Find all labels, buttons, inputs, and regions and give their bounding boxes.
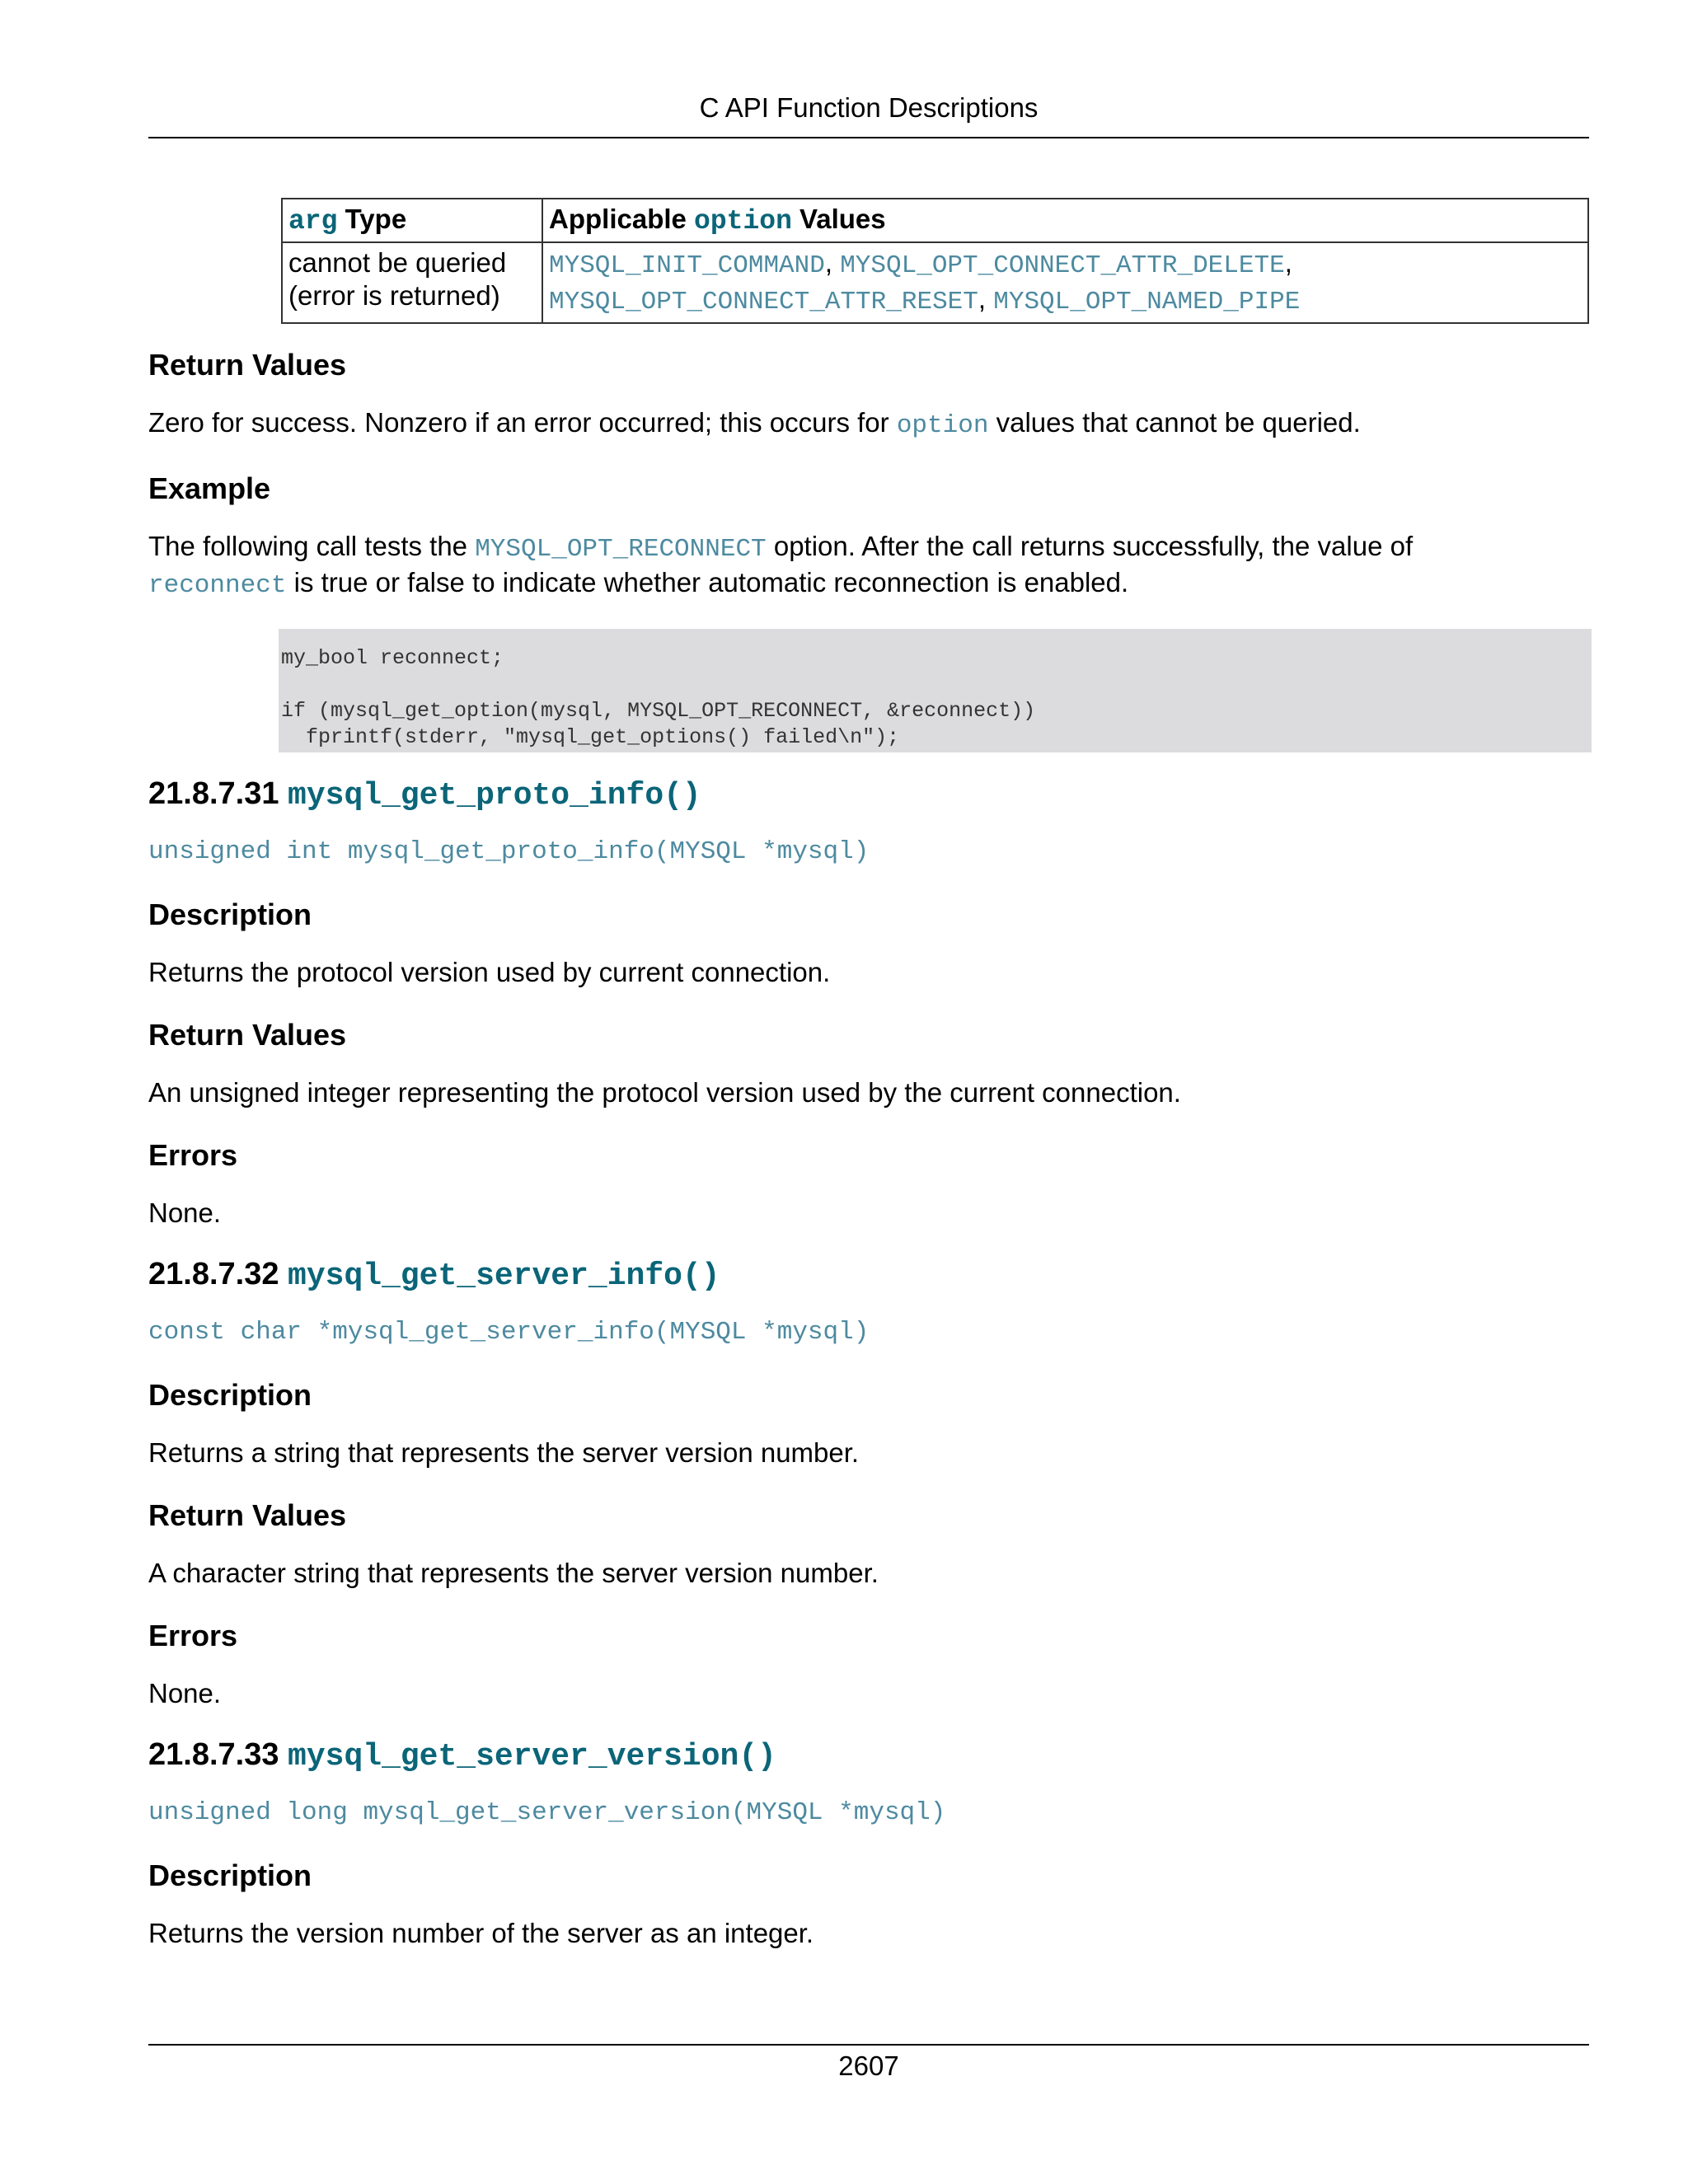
page-content [148,198,1589,1950]
option-values-table [281,198,1589,324]
function-signature: unsigned long mysql_get_server_version(MYSQL *mysql) [148,1798,946,1827]
section-heading-server-version: 21.8.7.33 mysql_get_server_version() [148,1737,776,1774]
table-header-option-values: Applicable option Values [542,199,1588,242]
return-values-heading: Return Values [148,1498,347,1532]
table-header-arg-type: arg Type [282,199,542,242]
return-values-heading: Return Values [148,348,347,382]
table-cell-type: cannot be queried (error is returned) [282,242,542,323]
return-values-heading: Return Values [148,1018,347,1052]
table-header-row [282,199,1588,242]
example-text: The following call tests the MYSQL_OPT_RECONNECT option. After the call returns successfully, the value of reconnect is true or false to indicate whether automatic reconnection is enabled. [148,531,1414,600]
section-heading-proto-info: 21.8.7.31 mysql_get_proto_info() [148,776,701,813]
return-values-text: Zero for success. Nonzero if an error occurred; this occurs for option values that cannot be queried. [148,407,1361,440]
table-row [282,242,1588,323]
description-text: Returns a string that represents the server version number. [148,1437,860,1468]
description-heading: Description [148,1858,312,1892]
errors-text: None. [148,1678,222,1708]
option-link[interactable]: MYSQL_OPT_NAMED_PIPE [993,288,1301,316]
option-link[interactable]: MYSQL_INIT_COMMAND [549,251,825,280]
running-header: C API Function Descriptions [699,92,1039,123]
page-number: 2607 [838,2050,899,2081]
errors-text: None. [148,1197,222,1228]
code-example: my_bool reconnect; if (mysql_get_option(mysql, MYSQL_OPT_RECONNECT, &reconnect)) fprintf(stderr, "mysql_get_options() failed\n"); [279,629,1592,752]
function-signature: const char *mysql_get_server_info(MYSQL *mysql) [148,1318,870,1347]
errors-heading: Errors [148,1619,238,1652]
section-heading-server-info: 21.8.7.32 mysql_get_server_info() [148,1257,720,1294]
option-link[interactable]: MYSQL_OPT_CONNECT_ATTR_RESET [549,288,978,316]
description-heading: Description [148,1378,312,1412]
errors-heading: Errors [148,1138,238,1172]
footer-rule [148,2044,1589,2046]
description-text: Returns the protocol version used by current connection. [148,957,831,987]
header-rule [148,137,1589,138]
function-signature: unsigned int mysql_get_proto_info(MYSQL *mysql) [148,837,870,866]
example-heading: Example [148,471,271,505]
return-values-text: An unsigned integer representing the protocol version used by the current connection. [148,1077,1181,1108]
description-heading: Description [148,898,312,931]
option-link[interactable]: MYSQL_OPT_RECONNECT [475,535,767,564]
option-link[interactable]: MYSQL_OPT_CONNECT_ATTR_DELETE [840,251,1285,280]
description-text: Returns the version number of the server as an integer. [148,1918,814,1948]
table-cell-values: MYSQL_INIT_COMMAND, MYSQL_OPT_CONNECT_ATTR_DELETE, MYSQL_OPT_CONNECT_ATTR_RESET, MYSQL_OPT_NAMED_PIPE [542,242,1588,323]
return-values-text: A character string that represents the server version number. [148,1558,879,1588]
